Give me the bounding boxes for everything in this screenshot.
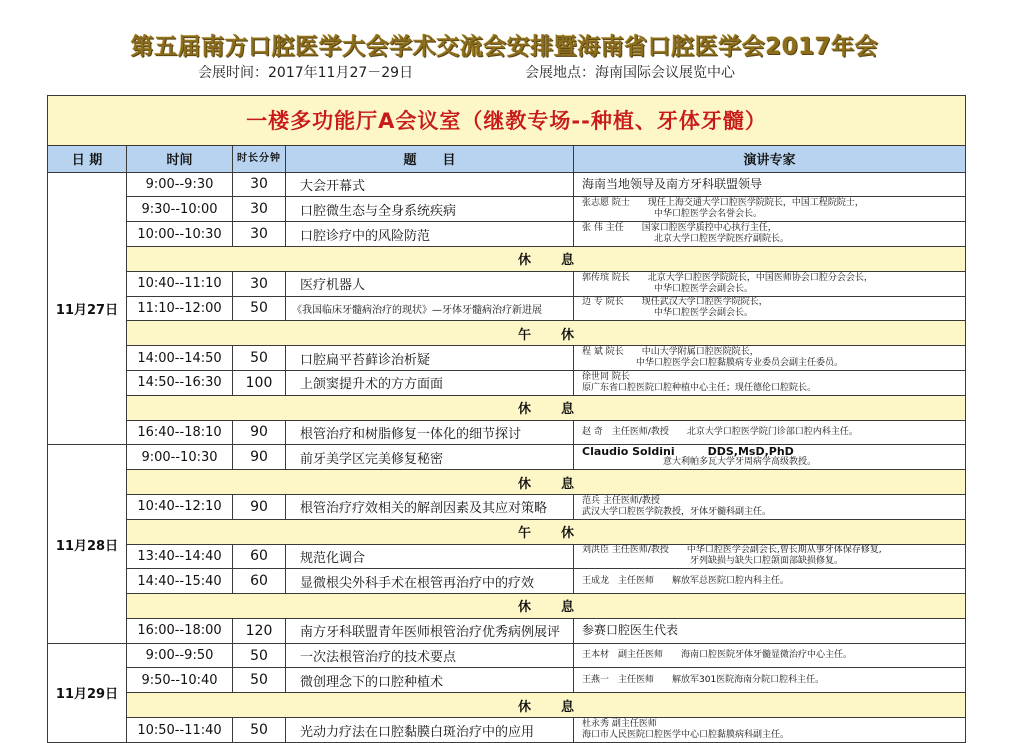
- speaker-line: 海口市人民医院口腔医学中心口腔黏膜病科副主任。: [582, 730, 790, 741]
- session-speaker: [574, 618, 966, 643]
- session-duration: 90: [233, 494, 286, 519]
- session-speaker: [574, 445, 966, 470]
- break-label: 午休: [127, 519, 966, 544]
- session-topic: 《我国临床牙髓病治疗的现状》—牙体牙髓病治疗新进展: [286, 296, 574, 321]
- session-time: 13:40--14:40: [127, 544, 233, 569]
- speaker-line: 王成龙 主任医师 解放军总医院口腔内科主任。: [582, 575, 790, 586]
- session-row: [48, 197, 966, 222]
- speaker-line: 徐世同 院长: [582, 371, 630, 382]
- header-time: 时间: [127, 145, 233, 172]
- session-topic: 根管治疗疗效相关的解剖因素及其应对策略: [286, 494, 574, 519]
- speaker-line: 杜永秀 副主任医师: [582, 719, 657, 730]
- speaker-line: 牙列缺损与缺失口腔颌面部缺损修复。: [582, 556, 844, 567]
- session-duration: 60: [233, 544, 286, 569]
- session-speaker: [574, 296, 966, 321]
- session-time: 10:40--11:10: [127, 271, 233, 296]
- session-time: 9:00--9:50: [127, 643, 233, 668]
- session-speaker: [574, 718, 966, 743]
- break-row: [48, 594, 966, 619]
- header-topic: 题 目: [286, 145, 574, 172]
- session-duration: 50: [233, 346, 286, 371]
- speaker-line: 原广东省口腔医院口腔种植中心主任；现任德伦口腔院长。: [582, 382, 817, 393]
- header-row: [48, 145, 966, 172]
- header-speaker: 演讲专家: [574, 145, 966, 172]
- session-row: [48, 370, 966, 395]
- break-row: [48, 246, 966, 271]
- session-topic: 微创理念下的口腔种植术: [286, 668, 574, 693]
- session-duration: 60: [233, 569, 286, 594]
- speaker-line: 中华口腔医学会名誉会长。: [582, 209, 763, 220]
- speaker-line: 张 伟 主任 国家口腔医学质控中心执行主任，: [582, 223, 777, 234]
- date-cell: 11月27日: [48, 172, 127, 445]
- speaker-line: 武汉大学口腔医学院教授，牙体牙髓科副主任。: [582, 506, 772, 517]
- hall-title: 一楼多功能厅A会议室（继教专场--种植、牙体牙髓）: [48, 96, 966, 146]
- session-speaker: [574, 222, 966, 247]
- speaker-line: 意大利帕多瓦大学牙周病学高级教授。: [582, 457, 817, 468]
- session-time: 10:50--11:40: [127, 718, 233, 743]
- session-time: 9:50--10:40: [127, 668, 233, 693]
- session-duration: 50: [233, 296, 286, 321]
- session-speaker: [574, 172, 966, 197]
- speaker-line: Claudio Soldini DDS,MsD,PhD: [582, 445, 794, 459]
- session-row: [48, 296, 966, 321]
- session-topic: 口腔诊疗中的风险防范: [286, 222, 574, 247]
- session-duration: 30: [233, 197, 286, 222]
- speaker-line: 中华口腔医学会副会长。: [582, 283, 754, 294]
- session-row: [48, 445, 966, 470]
- session-speaker: [574, 420, 966, 445]
- session-duration: 30: [233, 222, 286, 247]
- session-speaker: [574, 370, 966, 395]
- session-topic: 光动力疗法在口腔黏膜白斑治疗中的应用: [286, 718, 574, 743]
- session-time: 11:10--12:00: [127, 296, 233, 321]
- break-row: [48, 470, 966, 495]
- session-row: [48, 420, 966, 445]
- page-title: 第五届南方口腔医学大会学术交流会安排暨海南省口腔医学会2017年会: [130, 34, 879, 60]
- speaker-line: 王本材 副主任医师 海南口腔医院牙体牙髓显微治疗中心主任。: [582, 650, 853, 661]
- session-row: [48, 271, 966, 296]
- session-time: 14:40--15:40: [127, 569, 233, 594]
- session-topic: 口腔微生态与全身系统疾病: [286, 197, 574, 222]
- session-duration: 50: [233, 643, 286, 668]
- session-row: [48, 222, 966, 247]
- session-duration: 30: [233, 271, 286, 296]
- session-duration: 90: [233, 420, 286, 445]
- session-speaker: [574, 569, 966, 594]
- session-time: 14:00--14:50: [127, 346, 233, 371]
- speaker-line: 张志愿 院士 现任上海交通大学口腔医学院院长，中国工程院院士，: [582, 198, 864, 209]
- schedule-table: [47, 95, 966, 743]
- session-topic: 口腔扁平苔藓诊治析疑: [286, 346, 574, 371]
- session-topic: 南方牙科联盟青年医师根管治疗优秀病例展评: [286, 618, 574, 643]
- session-topic: 规范化调合: [286, 544, 574, 569]
- session-duration: 30: [233, 172, 286, 197]
- session-topic: 大会开幕式: [286, 172, 574, 197]
- break-row: [48, 693, 966, 718]
- session-topic: 前牙美学区完美修复秘密: [286, 445, 574, 470]
- session-time: 16:40--18:10: [127, 420, 233, 445]
- event-time: 会展时间：2017年11月27－29日: [198, 65, 414, 81]
- session-speaker: [574, 271, 966, 296]
- session-speaker: [574, 643, 966, 668]
- speaker-line: 参赛口腔医生代表: [582, 623, 679, 638]
- session-time: 9:00--10:30: [127, 445, 233, 470]
- session-row: [48, 346, 966, 371]
- break-label: 休息: [127, 693, 966, 718]
- session-time: 16:00--18:00: [127, 618, 233, 643]
- break-row: [48, 321, 966, 346]
- session-row: [48, 494, 966, 519]
- session-speaker: [574, 494, 966, 519]
- speaker-line: 程 斌 院长 中山大学附属口腔医院院长，: [582, 347, 759, 358]
- session-time: 9:30--10:00: [127, 197, 233, 222]
- session-row: [48, 668, 966, 693]
- speaker-line: 北京大学口腔医学院医疗副院长。: [582, 234, 790, 245]
- session-speaker: [574, 544, 966, 569]
- session-duration: 50: [233, 668, 286, 693]
- session-row: [48, 544, 966, 569]
- date-cell: 11月29日: [48, 643, 127, 742]
- session-duration: 50: [233, 718, 286, 743]
- session-topic: 医疗机器人: [286, 271, 574, 296]
- session-topic: 显微根尖外科手术在根管再治疗中的疗效: [286, 569, 574, 594]
- session-row: [48, 618, 966, 643]
- header-duration: 时长分钟: [233, 145, 286, 172]
- break-label: 休息: [127, 246, 966, 271]
- break-row: [48, 395, 966, 420]
- session-row: [48, 172, 966, 197]
- session-time: 10:40--12:10: [127, 494, 233, 519]
- session-row: [48, 718, 966, 743]
- event-place: 会展地点：海南国际会议展览中心: [525, 65, 735, 81]
- break-label: 休息: [127, 470, 966, 495]
- break-label: 休息: [127, 594, 966, 619]
- hall-row: [48, 96, 966, 146]
- break-row: [48, 519, 966, 544]
- session-topic: 根管治疗和树脂修复一体化的细节探讨: [286, 420, 574, 445]
- speaker-line: 范兵 主任医师/教授: [582, 495, 660, 506]
- speaker-line: 中华口腔医学会副会长。: [582, 308, 754, 319]
- session-topic: 一次法根管治疗的技术要点: [286, 643, 574, 668]
- session-row: [48, 643, 966, 668]
- schedule-body: [48, 96, 966, 743]
- speaker-line: 王燕一 主任医师 解放军301医院海南分院口腔科主任。: [582, 674, 825, 685]
- speaker-line: 中华口腔医学会口腔黏膜病专业委员会副主任委员。: [582, 358, 844, 369]
- session-duration: 120: [233, 618, 286, 643]
- session-speaker: [574, 197, 966, 222]
- speaker-line: 郭传瑸 院长 北京大学口腔医学院院长，中国医师协会口腔分会会长，: [582, 272, 873, 283]
- speaker-line: 边 专 院长 现任武汉大学口腔医学院院长，: [582, 297, 768, 308]
- session-duration: 100: [233, 370, 286, 395]
- speaker-line: 赵 奇 主任医师/教授 北京大学口腔医学院门诊部口腔内科主任。: [582, 426, 858, 437]
- session-time: 14:50--16:30: [127, 370, 233, 395]
- session-speaker: [574, 668, 966, 693]
- speaker-line: 刘洪臣 主任医师/教授 中华口腔医学会副会长,曾长期从事牙体保存修复,: [582, 545, 882, 556]
- break-label: 午休: [127, 321, 966, 346]
- session-row: [48, 569, 966, 594]
- session-speaker: [574, 346, 966, 371]
- speaker-line: 海南当地领导及南方牙科联盟领导: [582, 176, 763, 191]
- header-date: 日 期: [48, 145, 127, 172]
- date-cell: 11月28日: [48, 445, 127, 643]
- break-label: 休息: [127, 395, 966, 420]
- session-time: 9:00--9:30: [127, 172, 233, 197]
- session-duration: 90: [233, 445, 286, 470]
- session-time: 10:00--10:30: [127, 222, 233, 247]
- session-topic: 上颌窦提升术的方方面面: [286, 370, 574, 395]
